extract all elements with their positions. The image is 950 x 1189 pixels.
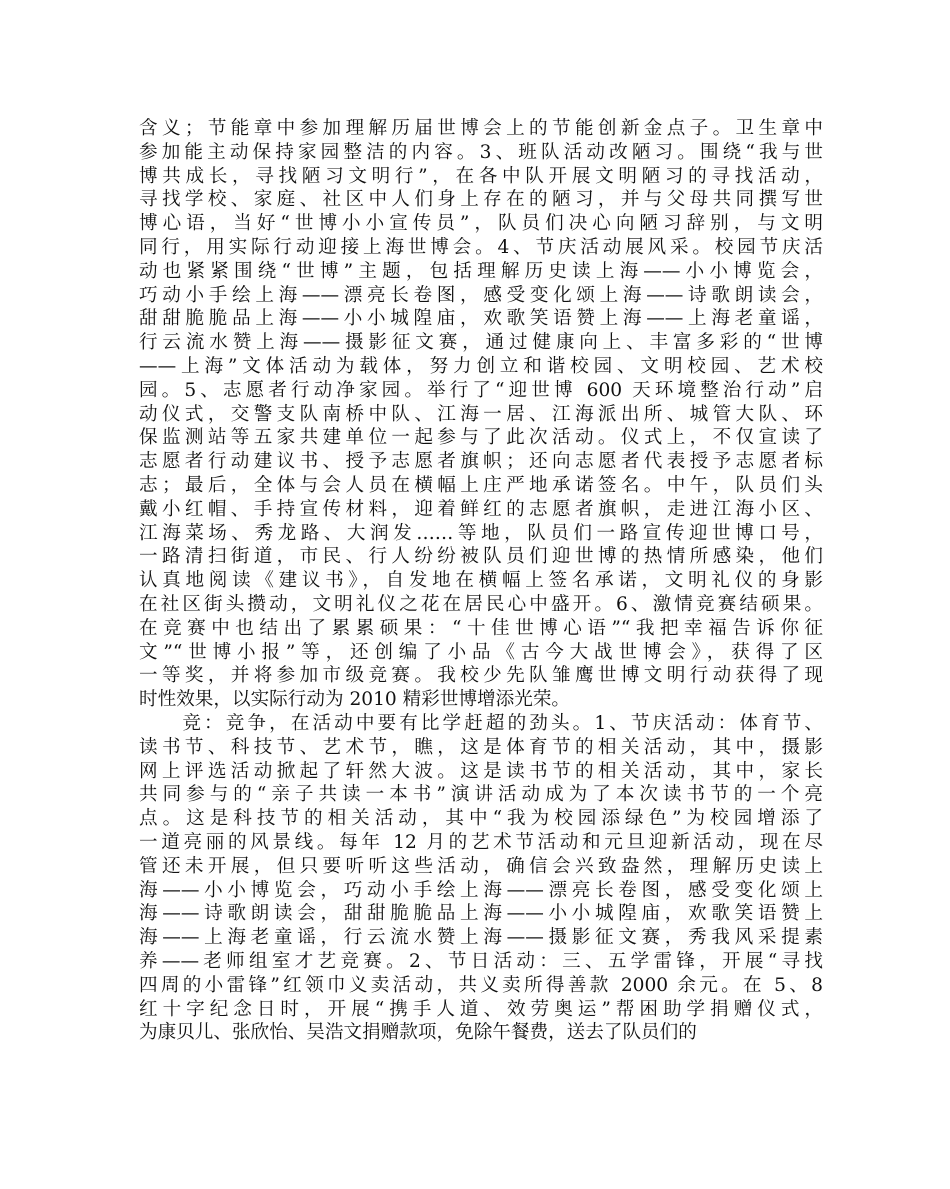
paragraph-2: [139, 712, 823, 1045]
text-line: 养——老师组室才艺竞赛。2、节日活动：三、五学雷锋，开展“寻找: [139, 950, 823, 972]
text-line: 戴小红帽、手持宣传材料，迎着鲜红的志愿者旗帜，走进江海小区、: [139, 498, 823, 520]
text-line: 在竞赛中也结出了累累硕果：“十佳世博心语”“我把幸福告诉你征: [139, 617, 823, 639]
text-line: 江海菜场、秀龙路、大润发……等地，队员们一路宣传迎世博口号，: [139, 522, 823, 544]
text-line: 认真地阅读《建议书》，自发地在横幅上签名承诺，文明礼仪的身影: [139, 570, 823, 592]
text-line: 巧动小手绘上海——漂亮长卷图，感受变化颂上海——诗歌朗读会，: [139, 284, 823, 306]
text-line: 管还未开展，但只要听听这些活动，确信会兴致盎然，理解历史读上: [139, 855, 823, 877]
paragraph-1: [139, 117, 823, 712]
text-line: 动仪式，交警支队南桥中队、江海一居、江海派出所、城管大队、环: [139, 403, 823, 425]
text-line: 志愿者行动建议书、授予志愿者旗帜；还向志愿者代表授予志愿者标: [139, 451, 823, 473]
text-line: 园。5、志愿者行动净家园。举行了“迎世博 600 天环境整治行动”启: [139, 379, 823, 401]
text-line: 博共成长，寻找陋习文明行”，在各中队开展文明陋习的寻找活动，: [139, 165, 823, 187]
text-line: 寻找学校、家庭、社区中人们身上存在的陋习，并与父母共同撰写世: [139, 189, 823, 211]
text-line: 博心语，当好“世博小小宣传员”，队员们决心向陋习辞别，与文明: [139, 213, 823, 235]
text-line: 志；最后，全体与会人员在横幅上庄严地承诺签名。中午，队员们头: [139, 474, 823, 496]
text-line: 海——上海老童谣，行云流水赞上海——摄影征文赛，秀我风采提素: [139, 927, 823, 949]
text-line: 同行，用实际行动迎接上海世博会。4、节庆活动展风采。校园节庆活: [139, 236, 823, 258]
text-line: 海——诗歌朗读会，甜甜脆脆品上海——小小城隍庙，欢歌笑语赞上: [139, 903, 823, 925]
text-line: 网上评选活动掀起了轩然大波。这是读书节的相关活动，其中，家长: [139, 760, 823, 782]
text-line: 保监测站等五家共建单位一起参与了此次活动。仪式上，不仅宣读了: [139, 427, 823, 449]
text-line: 行云流水赞上海——摄影征文赛，通过健康向上、丰富多彩的“世博: [139, 332, 823, 354]
text-line: 文”“世博小报”等，还创编了小品《古今大战世博会》，获得了区: [139, 641, 823, 663]
text-line: 一路清扫街道，市民、行人纷纷被队员们迎世博的热情所感染，他们: [139, 546, 823, 568]
text-line: 共同参与的“亲子共读一本书”演讲活动成为了本次读书节的一个亮: [139, 784, 823, 806]
text-line: 在社区街头攒动，文明礼仪之花在居民心中盛开。6、激情竞赛结硕果。: [139, 593, 823, 615]
text-line: 为康贝儿、张欣怡、吴浩文捐赠款项，免除午餐费，送去了队员们的: [139, 1022, 697, 1044]
text-line: 海——小小博览会，巧动小手绘上海——漂亮长卷图，感受变化颂上: [139, 879, 823, 901]
text-line: 时性效果，以实际行动为 2010 精彩世博增添光荣。: [139, 689, 571, 711]
text-line: 参加能主动保持家园整洁的内容。3、班队活动改陋习。围绕“我与世: [139, 141, 823, 163]
text-line: 一等奖，并将参加市级竞赛。我校少先队雏鹰世博文明行动获得了现: [139, 665, 823, 687]
text-line: 竞：竞争，在活动中要有比学赶超的劲头。1、节庆活动：体育节、: [139, 713, 823, 734]
text-line: 四周的小雷锋”红领巾义卖活动，共义卖所得善款 2000 余元。在 5、8: [139, 974, 823, 996]
text-line: 一道亮丽的风景线。每年 12 月的艺术节活动和元旦迎新活动，现在尽: [139, 831, 823, 853]
text-line: 动也紧紧围绕“世博”主题，包括理解历史读上海——小小博览会，: [139, 260, 823, 282]
text-line: 红十字纪念日时，开展“携手人道、效劳奥运”帮困助学捐赠仪式，: [139, 998, 823, 1020]
text-line: ——上海”文体活动为载体，努力创立和谐校园、文明校园、艺术校: [139, 355, 823, 377]
text-line: 含义；节能章中参加理解历届世博会上的节能创新金点子。卫生章中: [139, 118, 823, 139]
text-line: 甜甜脆脆品上海——小小城隍庙，欢歌笑语赞上海——上海老童谣，: [139, 308, 823, 330]
text-line: 读书节、科技节、艺术节，瞧，这是体育节的相关活动，其中，摄影: [139, 736, 823, 758]
text-line: 点。这是科技节的相关活动，其中“我为校园添绿色”为校园增添了: [139, 808, 823, 830]
